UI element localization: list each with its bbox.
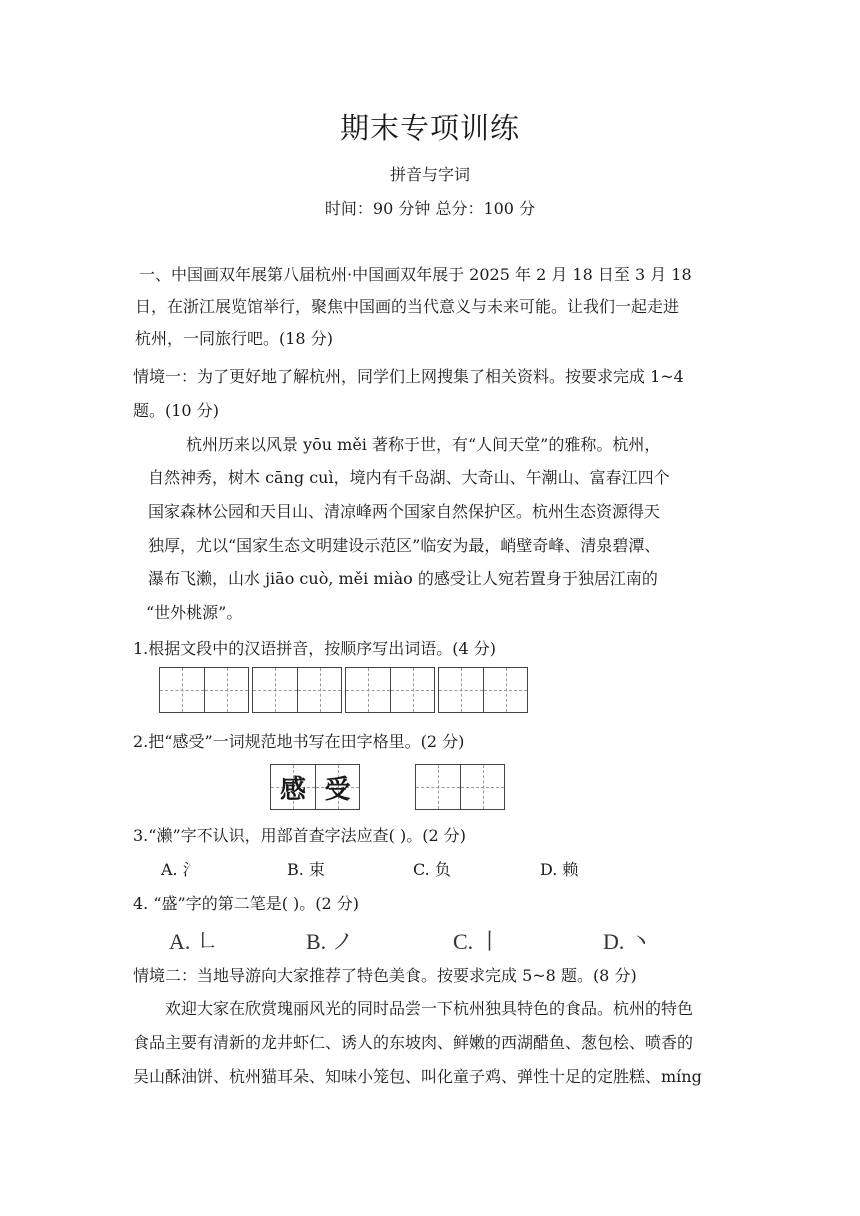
context1-line: 题。(10 分) [133,401,219,420]
q3-option-c[interactable]: C. 负 [413,860,451,879]
q4-option-a[interactable]: A. ㇗ [169,929,218,954]
question-2: 2.把“感受”一词规范地书写在田字格里。(2 分) [133,732,465,751]
q2-answer-grid [415,764,508,810]
page-subtitle: 拼音与字词 [389,165,470,184]
passage1-line: “世外桃源”。 [146,603,243,622]
q4-option-d[interactable]: D. 丶 [603,929,652,954]
passage1-line: 国家森林公园和天目山、清凉峰两个国家自然保护区。杭州生态资源得天 [148,502,661,521]
section1-line: 杭州，一同旅行吧。(18 分) [135,329,333,348]
passage2-line: 欢迎大家在欣赏瑰丽风光的同时品尝一下杭州独具特色的食品。杭州的特色 [165,999,694,1018]
passage1-line: 独厚，尤以“国家生态文明建设示范区”临安为最，峭壁奇峰、清泉碧潭、 [148,536,661,555]
passage2-line: 吴山酥油饼、杭州猫耳朵、知味小笼包、叫化童子鸡、弹性十足的定胜糕、míng [133,1067,702,1086]
q3-option-a[interactable]: A. 氵 [161,860,199,879]
word-grid-box[interactable] [252,667,342,713]
passage1-line: 自然神秀，树木 cāng cuì，境内有千岛湖、大奇山、午潮山、富春江四个 [148,468,670,487]
word-grid-box[interactable] [415,764,505,810]
word-grid-box[interactable] [159,667,249,713]
context1-line: 情境一：为了更好地了解杭州，同学们上网搜集了相关资料。按要求完成 1~4 [133,367,684,386]
q2-sample-grid [270,764,363,810]
question-4: 4. “盛”字的第二笔是( )。(2 分) [133,894,360,913]
question-3: 3.“濑”字不认识，用部首查字法应查( )。(2 分) [133,826,466,845]
word-grid-box[interactable] [345,667,435,713]
passage1-line: 瀑布飞濑，山水 jiāo cuò, měi miào 的感受让人宛若置身于独居江南的 [148,569,658,588]
passage1-line: 杭州历来以风景 yōu měi 著称于世，有“人间天堂”的雅称。杭州， [186,435,661,454]
q4-option-b[interactable]: B. ノ [306,929,354,954]
q1-answer-grid [159,667,531,713]
section1-line: 日，在浙江展览馆举行，聚焦中国画的当代意义与未来可能。让我们一起走进 [135,297,680,316]
sample-char: 受 [324,774,351,805]
q4-option-c[interactable]: C. 丨 [453,929,501,954]
page-title: 期末专项训练 [339,111,520,145]
question-1: 1.根据文段中的汉语拼音，按顺序写出词语。(4 分) [133,639,497,658]
q3-option-d[interactable]: D. 赖 [540,860,579,879]
sample-char: 感 [279,774,306,805]
passage2-line: 食品主要有清新的龙井虾仁、诱人的东坡肉、鲜嫩的西湖醋鱼、葱包桧、喷香的 [133,1033,694,1052]
word-grid-box[interactable] [438,667,528,713]
exam-meta: 时间：90 分钟 总分：100 分 [324,199,536,218]
section1-line: 一、中国画双年展第八届杭州·中国画双年展于 2025 年 2 月 18 日至 3 月 18 [139,265,692,284]
context2: 情境二：当地导游向大家推荐了特色美食。按要求完成 5~8 题。(8 分) [133,966,637,985]
q3-option-b[interactable]: B. 束 [287,860,325,879]
